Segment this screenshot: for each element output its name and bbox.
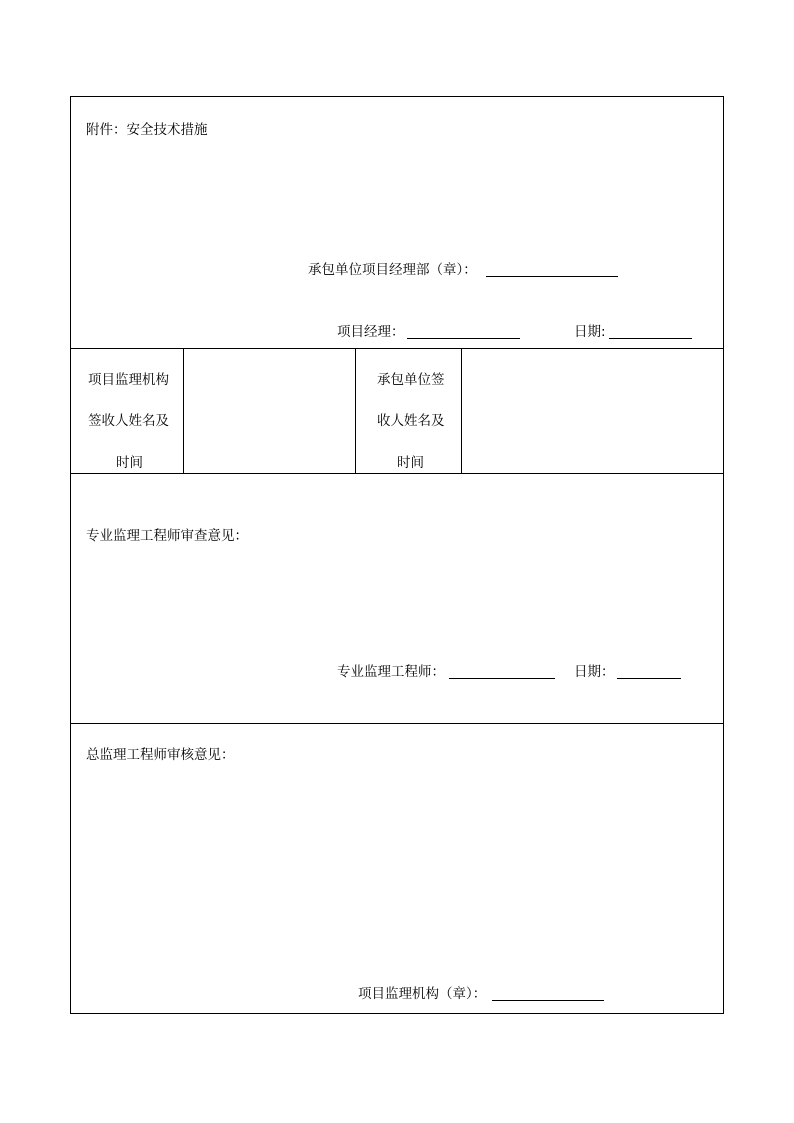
supervision-receiver-line-1: 项目监理机构 <box>88 372 169 388</box>
supervision-seal-label: 项目监理机构（章）： <box>358 986 487 1002</box>
supervision-receiver-field[interactable] <box>184 349 355 473</box>
project-manager-label: 项目经理： <box>337 324 405 340</box>
specialist-review-title: 专业监理工程师审查意见： <box>86 528 248 544</box>
specialist-date-label: 日期： <box>574 664 615 680</box>
specialist-date-blank[interactable] <box>617 678 681 679</box>
divider-3 <box>71 723 723 724</box>
contractor-dept-seal-blank[interactable] <box>486 276 618 277</box>
supervision-receiver-line-3: 时间 <box>116 455 143 471</box>
attachment-date-blank[interactable] <box>609 338 692 339</box>
contractor-dept-seal-label: 承包单位项目经理部（章）： <box>308 262 477 278</box>
contractor-receiver-field[interactable] <box>462 349 723 473</box>
col-divider-2 <box>355 348 356 473</box>
specialist-engineer-label: 专业监理工程师： <box>337 664 445 680</box>
project-manager-blank[interactable] <box>407 338 520 339</box>
divider-2 <box>71 473 723 474</box>
contractor-receiver-line-2: 收人姓名及 <box>377 413 445 429</box>
safety-approval-form <box>70 96 724 1014</box>
contractor-receiver-line-1: 承包单位签 <box>377 372 445 388</box>
chief-review-title: 总监理工程师审核意见： <box>86 747 235 763</box>
contractor-receiver-line-3: 时间 <box>397 455 424 471</box>
supervision-receiver-line-2: 签收人姓名及 <box>88 413 169 429</box>
attachment-date-label: 日期: <box>574 324 606 340</box>
specialist-engineer-blank[interactable] <box>449 678 555 679</box>
supervision-seal-blank[interactable] <box>492 1000 604 1001</box>
attachment-label: 附件：安全技术措施 <box>86 122 208 138</box>
